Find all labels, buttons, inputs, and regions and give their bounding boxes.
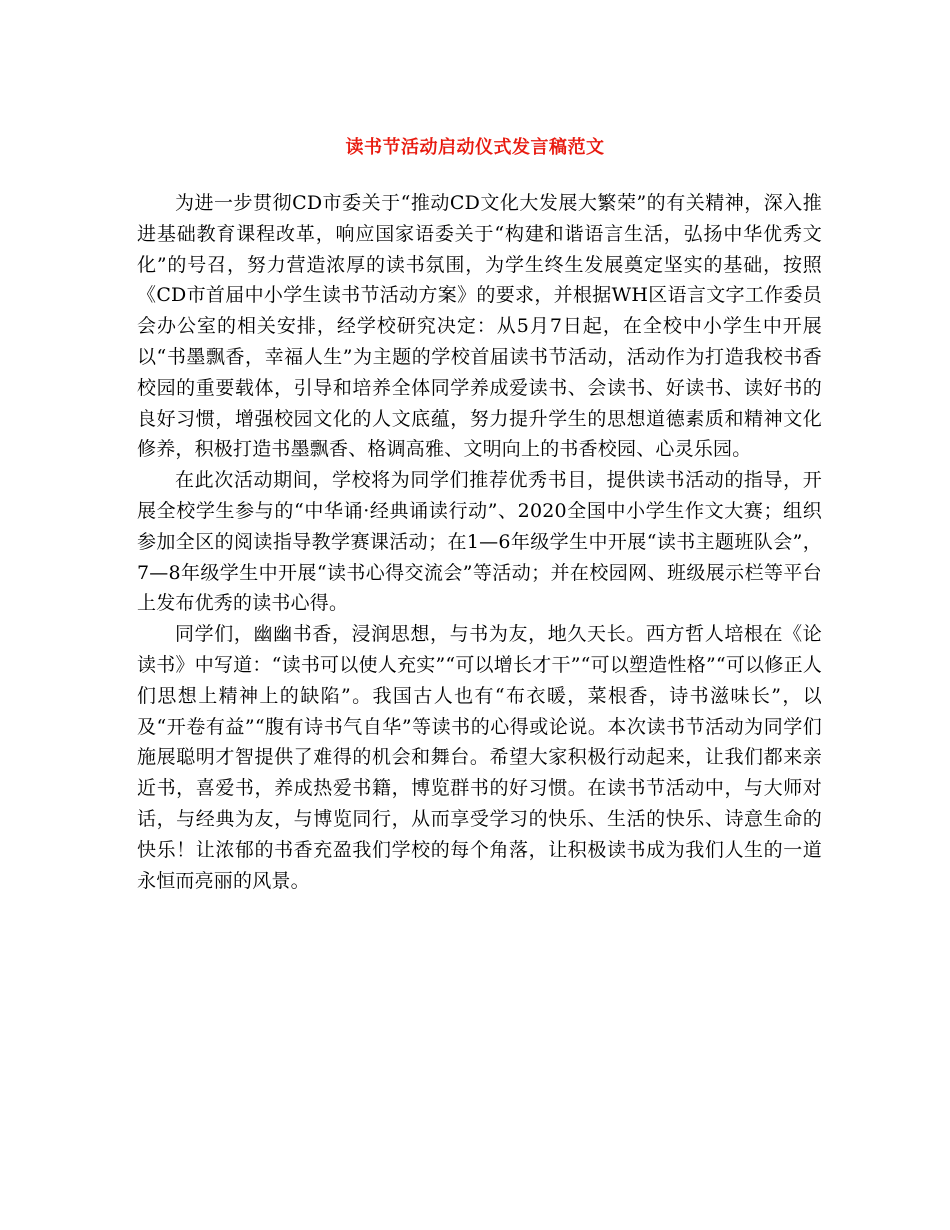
document-body <box>137 188 822 896</box>
document-title: 读书节活动启动仪式发言稿范文 <box>345 137 605 159</box>
paragraph-2: 在此次活动期间，学校将为同学们推荐优秀书目，提供读书活动的指导，开展全校学生参与的“中华诵·经典诵读行动”、2020全国中小学生作文大赛；组织参加全区的阅读指导教学赛课活动；在1—6年级学生中开展“读书主题班队会”，7—8年级学生中开展“读书心得交流会”等活动；并在校园网、班级展示栏等平台上发布优秀的读书心得。 <box>137 469 822 615</box>
paragraph-3: 同学们，幽幽书香，浸润思想，与书为友，地久天长。西方哲人培根在《论读书》中写道：“读书可以使人充实”“可以增长才干”“可以塑造性格”“可以修正人们思想上精神上的缺陷”。我国古人也有“布衣暖，菜根香，诗书滋味长”，以及“开卷有益”“腹有诗书气自华”等读书的心得或论说。本次读书节活动为同学们施展聪明才智提供了难得的机会和舞台。希望大家积极行动起来，让我们都来亲近书，喜爱书，养成热爱书籍，博览群书的好习惯。在读书节活动中，与大师对话，与经典为友，与博览同行，从而享受学习的快乐、生活的快乐、诗意生命的快乐！让浓郁的书香充盈我们学校的每个角落，让积极读书成为我们人生的一道永恒而亮丽的风景。 <box>137 623 822 892</box>
paragraph-1: 为进一步贯彻CD市委关于“推动CD文化大发展大繁荣”的有关精神，深入推进基础教育课程改革，响应国家语委关于“构建和谐语言生活，弘扬中华优秀文化”的号召，努力营造浓厚的读书氛围，为学生终生发展奠定坚实的基础，按照《CD市首届中小学生读书节活动方案》的要求，并根据WH区语言文字工作委员会办公室的相关安排，经学校研究决定：从5月7日起，在全校中小学生中开展以“书墨飘香，幸福人生”为主题的学校首届读书节活动，活动作为打造我校书香校园的重要载体，引导和培养全体同学养成爱读书、会读书、好读书、读好书的良好习惯，增强校园文化的人文底蕴，努力提升学生的思想道德素质和精神文化修养，积极打造书墨飘香、格调高雅、文明向上的书香校园、心灵乐园。 <box>137 192 822 461</box>
